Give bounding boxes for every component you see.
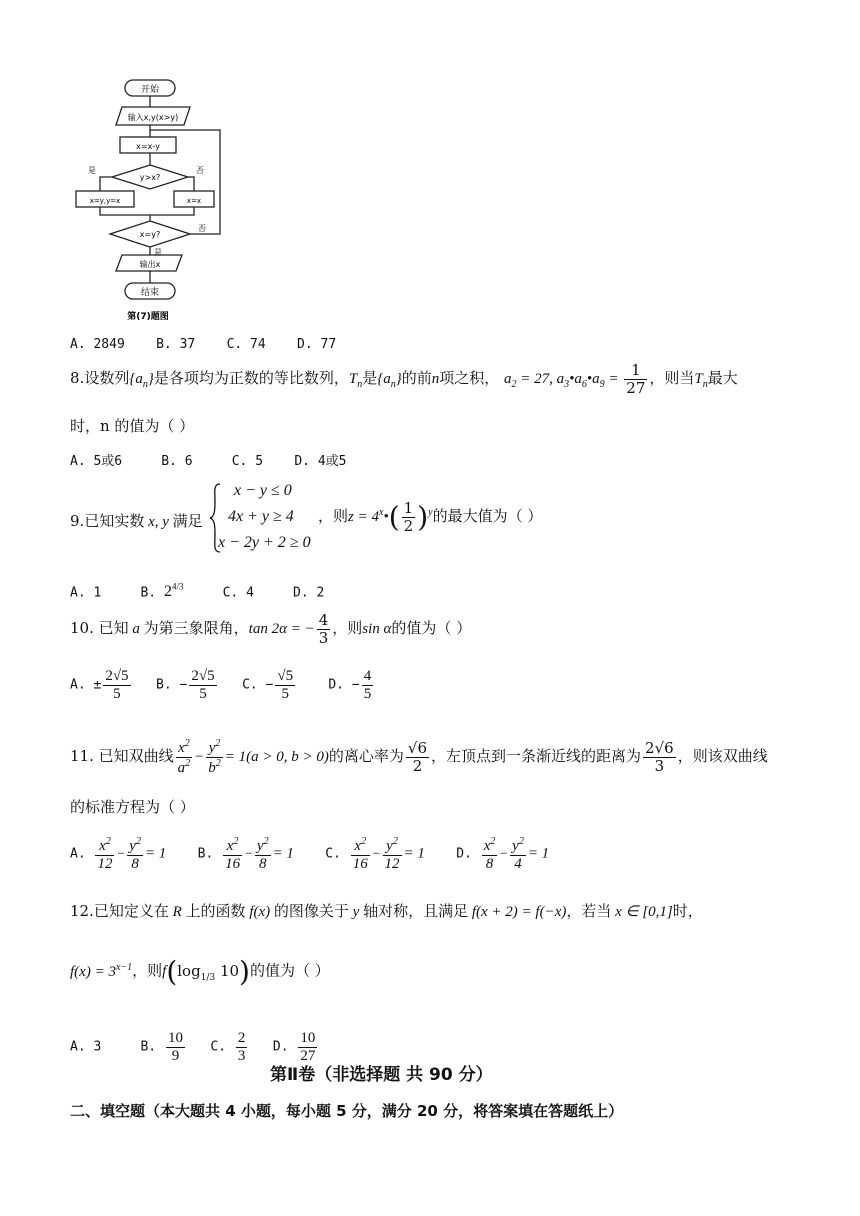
section2-heading: 二、填空题（本大题共 4 小题，每小题 5 分，满分 20 分，将答案填在答题纸上） — [70, 1102, 624, 1120]
q9-constraint-1: x − y ≤ 0 — [234, 482, 292, 499]
q8-options: A. 5或6 B. 6 C. 5 D. 4或5 — [70, 454, 347, 469]
q12-options: A. 3 B. $\frac{10}{9}$ C. $\frac{2}{3}$ D. $\frac{10}{27}$ — [70, 1030, 316, 1064]
q12-line1: 12.已知定义在 R 上的函数 f(x) 的图像关于 y 轴对称，且满足 f(x + 2) = f(−x)，若当 x ∈ [0,1]时， — [70, 902, 703, 920]
q10-line: 10. 已知 a 为第三象限角，tan 2α = − $\frac{4}{3}$ ，则sin α的值为（ ） — [70, 611, 472, 647]
q7-option-c: C. 74 — [226, 337, 266, 352]
q7-option-a: A. 2849 — [70, 337, 125, 352]
q9-suffix: ，则$z = 4^x•$( $\frac{1}{2}$ )$^y$的最大值为（ ） — [318, 499, 543, 535]
q8-line1: 8.设数列$\{a_n\}$是各项均为正数的等比数列，$T_n$是$\{a_n\}$的前n项之积， $a_2 = 27$, $a_3•a_6•a_9$ = $\frac{1}{27}$ ，则当$T_n$最大 — [70, 361, 738, 397]
q7-options — [70, 337, 336, 352]
flow-no1: 否 — [196, 166, 204, 175]
q10-options: A. ± $\frac{2√5}{5}$ B. − $\frac{2√5}{5}$ C. − $\frac{√5}{5}$ D. − $\frac{4}{5}$ — [70, 668, 372, 702]
q7-option-b: B. 37 — [156, 337, 196, 352]
flow-caption: 第(7)题图 — [127, 312, 169, 322]
q9-prefix: 9.已知实数 x, y 满足 — [70, 512, 203, 530]
flow-swap: x=y,y=x — [89, 197, 121, 205]
flow-input: 输入x,y(x>y) — [127, 113, 179, 122]
flow-yes1: 是 — [88, 166, 96, 175]
flow-assign: x=x-y — [136, 142, 160, 151]
q11-line2: 的标准方程为（ ） — [70, 798, 195, 816]
q12-line2: $f(x) = 3^{x-1}$，则$f(\log_{1/3}$ 10)的值为（ ） — [70, 955, 330, 988]
flow-keep: x=x — [186, 197, 202, 205]
q9-options: A. 1 B. $2^{4/3}$ C. 4 D. 2 — [70, 582, 325, 601]
flow-cond2: x=y? — [139, 230, 161, 239]
flow-end: 结束 — [140, 288, 160, 298]
q11-options: A. $\frac{x^2}{12}$ − $\frac{y^2}{8}$ = 1 B. $\frac{x^2}{16}$ − $\frac{y^2}{8}$ = 1 C. $\frac{x^2}{16}$ − $\frac{y^2}{12}$ = 1 D. $\frac{x^2}{8}$ − $\frac{y^2}{4}$ = 1 — [70, 836, 550, 872]
q9-constraint-3: x − 2y + 2 ≥ 0 — [218, 534, 311, 551]
q7-option-d: D. 77 — [297, 337, 337, 352]
flow-output: 输出x — [139, 260, 161, 269]
flow-cond1: y>x? — [139, 173, 161, 182]
flow-start: 开始 — [140, 85, 160, 95]
section2-title: 第Ⅱ卷（非选择题 共 90 分） — [270, 1065, 493, 1085]
flow-yes2: 是 — [154, 248, 162, 257]
q8-line2: 时，n 的值为（ ） — [70, 417, 195, 435]
q11-line1: 11. 已知双曲线 $\frac{x^2}{a^2}$ − $\frac{y^2}{b^2}$ = 1(a > 0, b > 0)的离心率为 $\frac{√6}{2}$ ，左顶点到一条渐近线的距离为 $\frac{2√6}{3}$ ，则该双曲线 — [70, 738, 768, 776]
flowchart-diagram — [70, 75, 250, 325]
flow-no2: 否 — [198, 224, 206, 233]
q9-constraint-2: 4x + y ≥ 4 — [228, 508, 294, 525]
